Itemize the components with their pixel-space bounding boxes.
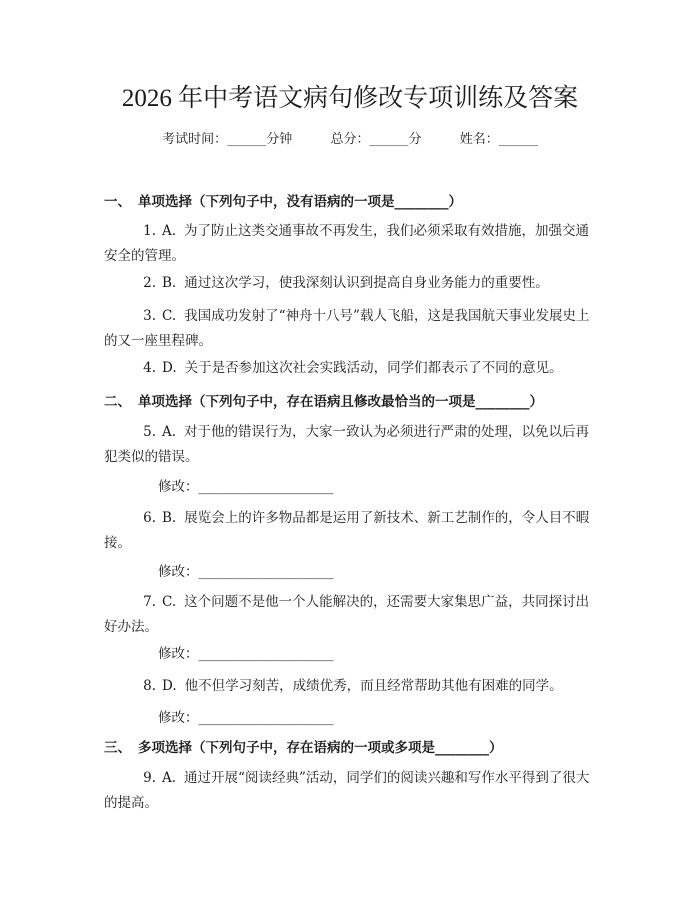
question-item: 7. C. 这个问题不是他一个人能解决的，还需要大家集思广益，共同探讨出好办法。 [104, 594, 590, 635]
exam-info [0, 130, 700, 150]
question-item: 1. A. 为了防止这类交通事故不再发生，我们必须采取有效措施，加强交通安全的管理。 [104, 223, 590, 264]
section-heading: 一、 单项选择（下列句子中，没有语病的一项是________） [104, 194, 462, 210]
time-blank: ______ [227, 132, 267, 147]
score-label: 总分： [330, 132, 370, 147]
revise-line[interactable]: 修改：____________________ [158, 710, 334, 726]
question-item: 2. B. 通过这次学习，使我深刻认识到提高自身业务能力的重要性。 [143, 275, 549, 291]
question-item: 6. B. 展览会上的许多物品都是运用了新技术、新工艺制作的，令人目不暇接。 [104, 510, 590, 551]
question-item: 9. A. 通过开展“阅读经典”活动，同学们的阅读兴趣和写作水平得到了很大的提高。 [104, 770, 590, 811]
question-item: 8. D. 他不但学习刻苦，成绩优秀，而且经常帮助其他有困难的同学。 [143, 678, 563, 694]
question-item: 4. D. 关于是否参加这次社会实践活动，同学们都表示了不同的意见。 [143, 360, 563, 376]
revise-line[interactable]: 修改：____________________ [158, 646, 334, 662]
section-heading: 三、 多项选择（下列句子中，存在语病的一项或多项是________） [104, 740, 503, 756]
revise-line[interactable]: 修改：____________________ [158, 564, 334, 580]
question-item: 5. A. 对于他的错误行为，大家一致认为必须进行严肃的处理，以免以后再犯类似的错误。 [104, 424, 590, 465]
name-label: 姓名： [459, 132, 499, 147]
question-item: 3. C. 我国成功发射了“神舟十八号”载人飞船，这是我国航天事业发展史上的又一座里程碑。 [104, 308, 590, 349]
time-unit: 分钟 [266, 132, 293, 147]
time-label: 考试时间： [162, 132, 228, 147]
score-unit: 分 [408, 132, 422, 147]
page-title: 2026 年中考语文病句修改专项训练及答案 [121, 85, 579, 112]
section-heading: 二、 单项选择（下列句子中，存在语病且修改最恰当的一项是________） [104, 394, 543, 410]
revise-line[interactable]: 修改：____________________ [158, 479, 334, 495]
score-blank: ______ [369, 132, 409, 147]
name-blank: ______ [498, 132, 538, 147]
